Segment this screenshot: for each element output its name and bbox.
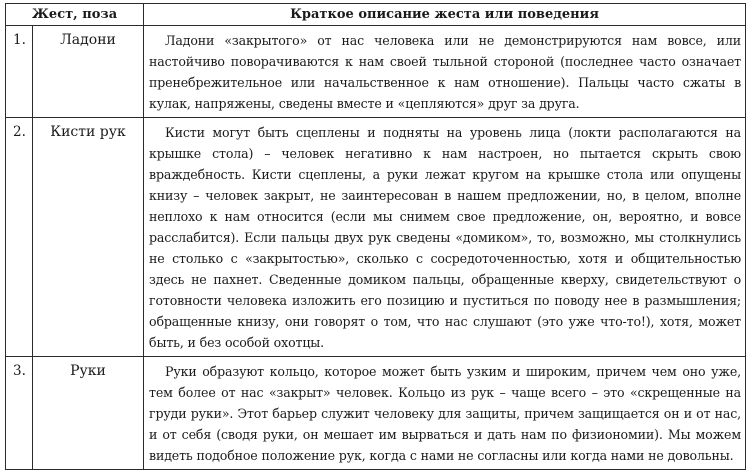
row-number: 2. (6, 118, 33, 357)
row-number: 3. (6, 357, 33, 470)
row-description: Ладони «закрытого» от нас человека или не демонстрируются нам вовсе, или настойчиво поворачиваются к нам своей тыльной стороной (последнее часто означает пренебрежительное или начальственное к нам отношение). Пальцы часто сжаты в кулак, напряжены, сведены вместе и «цепляются» друг за друга. (144, 26, 746, 118)
table-header-row (6, 4, 746, 26)
header-description: Краткое описание жеста или поведения (144, 4, 746, 26)
table-row (6, 26, 746, 118)
header-gesture: Жест, поза (6, 4, 144, 26)
row-number: 1. (6, 26, 33, 118)
table-row (6, 357, 746, 470)
gesture-table (5, 3, 746, 470)
row-description: Кисти могут быть сцеплены и подняты на уровень лица (локти располагаются на крышке стола) – человек негативно к нам настроен, но пытается скрыть свою враждебность. Кисти сцеплены, а руки лежат кругом на крышке стола или опущены книзу – человек закрыт, не заинтересован в нашем предложении, но, в целом, вполне неплохо к нам относится (если мы снимем свое предложение, он, вероятно, и вовсе расслабится). Если пальцы двух рук сведены «домиком», то, возможно, мы столкнулись не столько с «закрытостью», сколько с сосредоточенностью, хотя и общительностью здесь не пахнет. Сведенные домиком пальцы, обращенные кверху, свидетельствуют о готовности человека изложить его позицию и пуститься по поводу нее в размышления; обращенные книзу, они говорят о том, что нас слушают (это уже что-то!), хотя, может быть, и без особой охотцы. (144, 118, 746, 357)
row-gesture: Кисти рук (33, 118, 144, 357)
row-gesture: Ладони (33, 26, 144, 118)
table-row (6, 118, 746, 357)
row-gesture: Руки (33, 357, 144, 470)
row-description: Руки образуют кольцо, которое может быть узким и широким, причем чем оно уже, тем более от нас «закрыт» человек. Кольцо из рук – чаще всего – это «скрещенные на груди руки». Этот барьер служит человеку для защиты, причем защищается он и от нас, и от себя (сводя руки, он мешает им вырваться и дать нам по физиономии). Мы можем видеть подобное положение рук, когда с нами не согласны или когда нами не довольны. (144, 357, 746, 470)
